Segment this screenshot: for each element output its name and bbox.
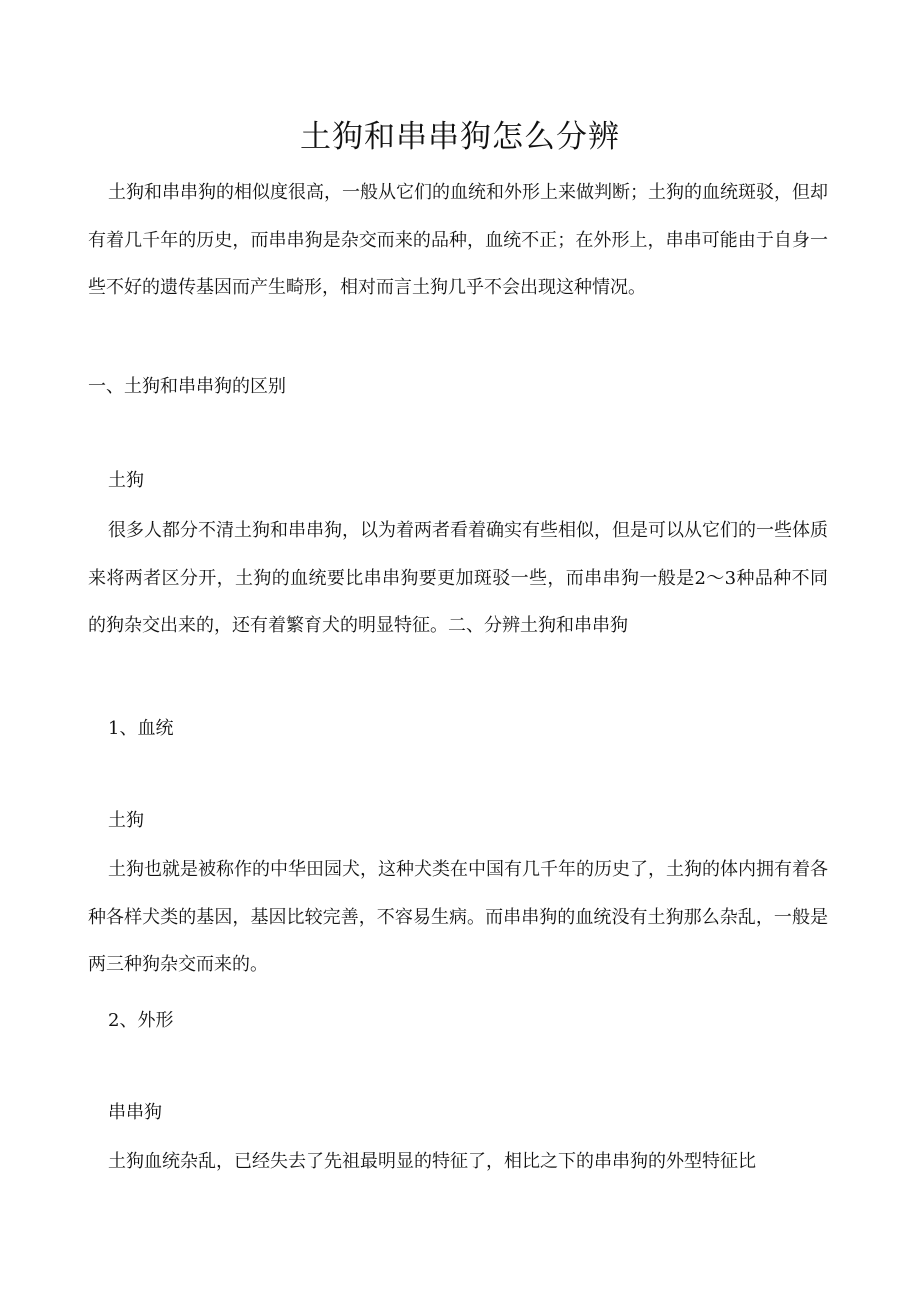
point1-label: 土狗 [108,810,144,831]
point2-heading: 2、外形 [108,1010,174,1031]
section1-heading: 一、土狗和串串狗的区别 [88,376,286,397]
point2-label: 串串狗 [108,1102,162,1123]
document-title: 土狗和串串狗怎么分辨 [300,119,620,155]
intro-paragraph: 土狗和串串狗的相似度很高，一般从它们的血统和外形上来做判断；土狗的血统斑驳，但却有着几千年的历史，而串串狗是杂交而来的品种，血统不正；在外形上，串串可能由于自身一些不好的遗传基因而产生畸形，相对而言土狗几乎不会出现这种情况。 [88,182,828,298]
point1-heading: 1、血统 [108,718,174,739]
section1-label: 土狗 [108,470,144,491]
point1-paragraph: 土狗也就是被称作的中华田园犬，这种犬类在中国有几千年的历史了，土狗的体内拥有着各种各样犬类的基因，基因比较完善，不容易生病。而串串狗的血统没有土狗那么杂乱，一般是两三种狗杂交而来的。 [88,859,828,975]
section1-paragraph: 很多人都分不清土狗和串串狗，以为着两者看着确实有些相似，但是可以从它们的一些体质来将两者区分开，土狗的血统要比串串狗要更加斑驳一些，而串串狗一般是2～3种品种不同的狗杂交出来的，还有着繁育犬的明显特征。二、分辨土狗和串串狗 [88,520,828,636]
point2-paragraph: 土狗血统杂乱，已经失去了先祖最明显的特征了，相比之下的串串狗的外型特征比 [108,1151,756,1172]
